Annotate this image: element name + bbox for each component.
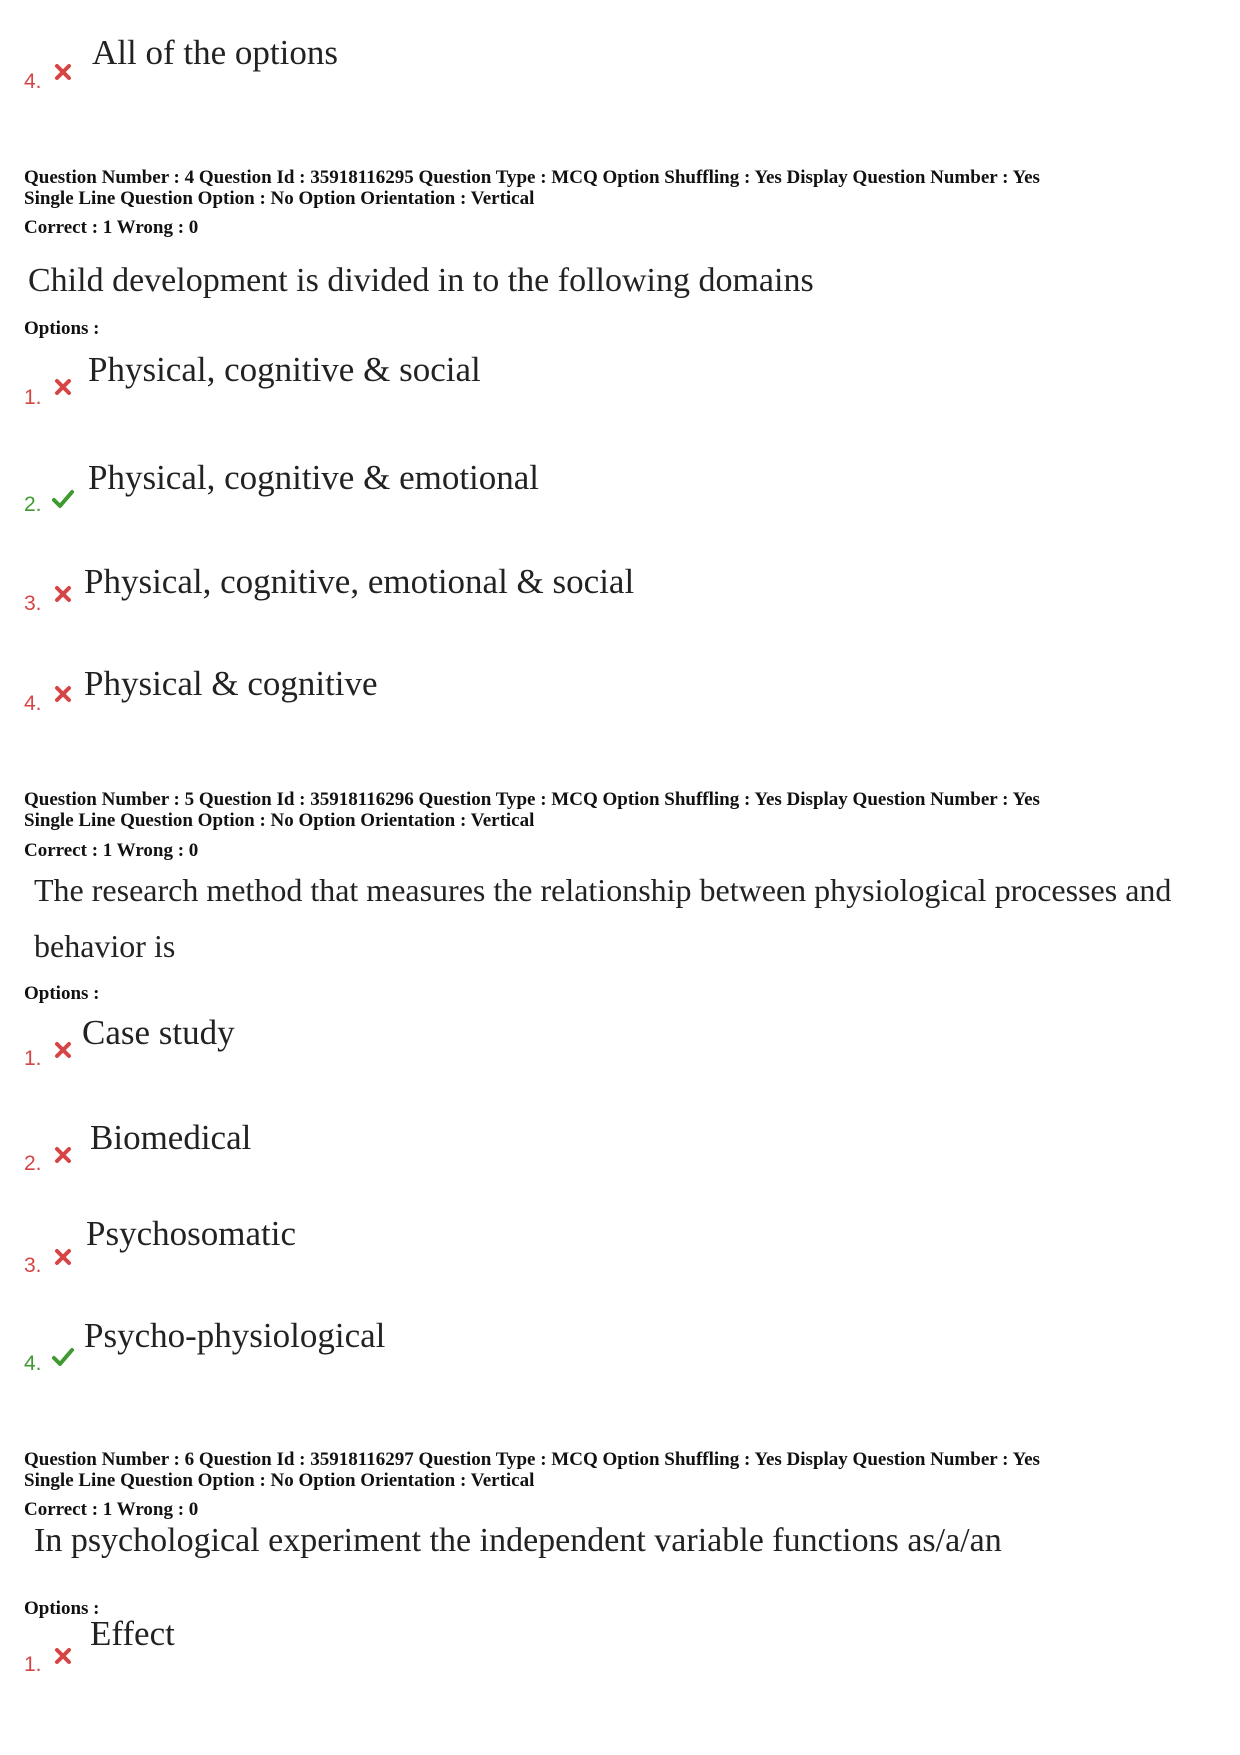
cross-icon xyxy=(53,1247,73,1267)
option-number: 1. xyxy=(24,1047,42,1070)
option-number: 1. xyxy=(24,386,42,409)
cross-icon xyxy=(53,62,73,82)
check-icon xyxy=(51,1346,75,1368)
option-text: All of the options xyxy=(92,33,338,72)
question-meta: Question Number : 5 Question Id : 35918116296 Question Type : MCQ Option Shuffling : Yes Display Question Number : Yes xyxy=(24,789,1040,810)
question-marks: Correct : 1 Wrong : 0 xyxy=(24,840,199,861)
option-number: 4. xyxy=(24,692,42,715)
question-meta-line2: Single Line Question Option : No Option Orientation : Vertical xyxy=(24,1470,535,1491)
option-text: Physical & cognitive xyxy=(84,664,378,703)
cross-icon xyxy=(53,584,73,604)
question-meta: Question Number : 4 Question Id : 35918116295 Question Type : MCQ Option Shuffling : Yes Display Question Number : Yes xyxy=(24,167,1040,188)
cross-icon xyxy=(53,377,73,397)
check-icon xyxy=(51,488,75,510)
option-number: 4. xyxy=(24,70,42,93)
question-meta-line2: Single Line Question Option : No Option Orientation : Vertical xyxy=(24,188,535,209)
options-label: Options : xyxy=(24,1598,100,1619)
cross-icon xyxy=(53,684,73,704)
cross-icon xyxy=(53,1646,73,1666)
question-marks: Correct : 1 Wrong : 0 xyxy=(24,217,199,238)
question-meta-line2: Single Line Question Option : No Option Orientation : Vertical xyxy=(24,810,535,831)
option-text: Physical, cognitive & emotional xyxy=(88,458,540,497)
question-text: In psychological experiment the independent variable functions as/a/an xyxy=(34,1522,1002,1559)
option-number: 4. xyxy=(24,1352,42,1375)
question-text: The research method that measures the relationship between physiological processes and xyxy=(34,872,1172,908)
option-text: Physical, cognitive & social xyxy=(88,350,481,389)
option-text: Case study xyxy=(82,1013,235,1052)
options-label: Options : xyxy=(24,983,100,1004)
option-text: Effect xyxy=(90,1614,175,1653)
cross-icon xyxy=(53,1145,73,1165)
question-meta: Question Number : 6 Question Id : 35918116297 Question Type : MCQ Option Shuffling : Yes Display Question Number : Yes xyxy=(24,1449,1040,1470)
options-label: Options : xyxy=(24,318,100,339)
cross-icon xyxy=(53,1040,73,1060)
option-text: Psychosomatic xyxy=(86,1214,296,1253)
question-text-line2: behavior is xyxy=(34,928,176,964)
option-number: 1. xyxy=(24,1653,42,1676)
option-text: Physical, cognitive, emotional & social xyxy=(84,562,635,601)
option-number: 3. xyxy=(24,1254,42,1277)
question-text: Child development is divided in to the following domains xyxy=(28,262,814,299)
option-text: Biomedical xyxy=(90,1118,252,1157)
option-number: 2. xyxy=(24,493,42,516)
option-text: Psycho-physiological xyxy=(84,1316,386,1355)
option-number: 2. xyxy=(24,1152,42,1175)
question-marks: Correct : 1 Wrong : 0 xyxy=(24,1499,199,1520)
option-number: 3. xyxy=(24,592,42,615)
